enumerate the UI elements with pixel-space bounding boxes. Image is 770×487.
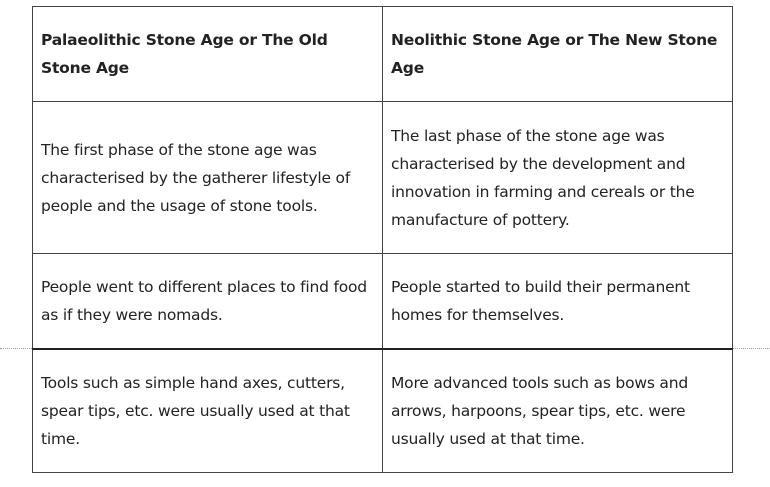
header-cell-palaeolithic: Palaeolithic Stone Age or The Old Stone Age bbox=[33, 7, 383, 102]
table-cell: The last phase of the stone age was characterised by the development and innovation in farming and cereals or the manufacture of pottery. bbox=[383, 102, 733, 254]
table-cell: People went to different places to find food as if they were nomads. bbox=[33, 254, 383, 350]
comparison-table bbox=[32, 6, 733, 473]
table-row bbox=[33, 349, 733, 473]
table-row bbox=[33, 254, 733, 350]
table-row bbox=[33, 102, 733, 254]
table-cell: The first phase of the stone age was characterised by the gatherer lifestyle of people and the usage of stone tools. bbox=[33, 102, 383, 254]
table-cell: More advanced tools such as bows and arrows, harpoons, spear tips, etc. were usually used at that time. bbox=[383, 349, 733, 473]
table-cell: Tools such as simple hand axes, cutters, spear tips, etc. were usually used at that time. bbox=[33, 349, 383, 473]
table-cell: People started to build their permanent homes for themselves. bbox=[383, 254, 733, 350]
header-cell-neolithic: Neolithic Stone Age or The New Stone Age bbox=[383, 7, 733, 102]
table-header-row bbox=[33, 7, 733, 102]
